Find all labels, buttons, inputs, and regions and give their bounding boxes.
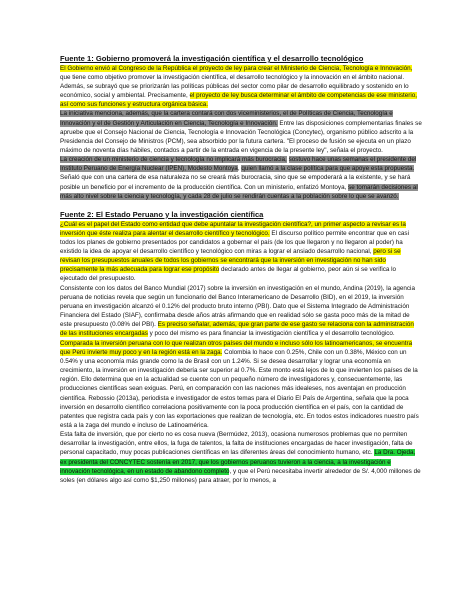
highlighted-text: sostuvo hace unas semanas el presidente del Instituto Peruano de Energía Nuclear (IPEN), Modesto Montoya: [60, 156, 417, 173]
section-2-heading: Fuente 2: El Estado Peruano y la investigación científica: [60, 209, 264, 219]
highlighted-text: se tomarán decisiones al más alto nivel sobre la ciencia y tecnología, y cada 28 de julio se rendirán cuentas a la población sobre lo que se avanzó.: [60, 183, 418, 200]
text-run: Colombia lo hace con 0.25%, Chile con un 0.38%, México con un 0.54% y una economía más grande como la de Brasil con un 1.24%. Si se desea desarrollar y lograr una economía en crecimiento, la inversión en investigación debería ser superior al 0.7%. Este monto está lejos de lo que invierten los países de la región. Ello determina que en la actualidad se cuente con un pequeño número de investigadores y, consecuentemente, las producciones científicas sean exiguas. Perú, en comparación con las naciones más idealeses, nos aventajan en producción científica. Rebossio (2013a), periodista e investigador de estos temas para el Diario El País de Argentina, señala que la poca inversión en desarrollo científico correlaciona positivamente con la poca producción científica en el país, con la cantidad de patentes que registra cada país y con las exportaciones que realizan de tecnología, etc. En todos estos indicadores nuestro país está a la zaga del mundo e incluso de Latinoamérica.: [60, 348, 419, 429]
highlighted-text: Es preciso señalar, además, que gran parte de ese gasto se relaciona con la administración de las instituciones encargadas: [60, 321, 414, 338]
text-run: declarado antes de llegar al gobierno, peor aún si se verifica lo ejecutado del presupuesto.: [60, 266, 397, 283]
text-run: Entre las disposiciones complementarias finales se apruebe que el Consejo Nacional de Ciencia, Tecnología e Innovación Tecnológica (Concytec), organismo público adscrito a la Presidencia del Consejo de Ministros (PCM), sea absorbido por la futura cartera. "El proceso de fusión se ejecuta en un plazo máximo de noventa días hábiles, contados a partir de la entrada en vigencia de la presente ley", señala el proyecto.: [60, 119, 422, 154]
text-run: que tiene como objetivo promover la investigación científica, el desarrollo tecnológico y la innovación en el ámbito nacional. Además, se subrayó que se priorizarán las políticas públicas del sector como pilar de desarrollo equilibrado y sostenido en lo económico, social y ambiental. Precisamente,: [60, 73, 409, 100]
text-run: Esta falta de inversión, que por cierto no es cosa nueva (Bermúdez, 2013), ocasiona numerosos problemas que no permiten desarrollar la investigación, entre ellos, la fuga de talentos, la falta de instituciones encargadas de hacer investigación, falta de personal capacitado, muy pocas publicaciones científicas en las diferentes áreas del conocimiento humano, etc.: [60, 431, 413, 457]
text-run: Señaló que con una cartera de esa naturaleza no se creará más burocracia, sino que se empoderará a la existente, y se hará posible un beneficio por el incremento de la producción científica. Con un ministerio, enfatizó Montoya,: [60, 174, 411, 191]
highlighted-text: La creación de un ministerio de ciencia y tecnología no implicará más burocracia,: [60, 156, 287, 164]
section-2-paragraph-3: [60, 339, 422, 431]
highlighted-text: ¿Cuál es el papel del Estado como entidad que debe apuntalar la investigación científica?, un primer aspecto a revisar es la inversión que éste realiza para alentar el desarrollo científico y tecnológico.: [60, 220, 406, 237]
text-run: Consistente con los datos del Banco Mundial (2017) sobre la inversión en investigación en el mundo, Andina (2019), la agencia peruana de noticias revela que según un funcionario del Banco Interamericano de Desarrollo (BID), en el 2019, la inversión peruana en investigación alcanzó el 0.12% del producto bruto interno (PBI). Dato que el Sistema Integrado de Administración Financiera del Estado (SIAF), confirmaba desde años atrás afirmando que en realidad sólo se gasta poco más de la mitad de este presupuesto (0.08% del PBI).: [60, 284, 415, 329]
highlighted-text: pero si se revisan los presupuestos anuales de todos los gobiernos se encontrará que la inversión en investigación no han sido precisamente la más adecuada para lograr ese propósito: [60, 248, 401, 274]
highlighted-text: El Gobierno envió al Congreso de la República el proyecto de ley para crear el Ministerio de Ciencia, Tecnología e Innovación,: [60, 64, 413, 72]
section-1-heading: Fuente 1: Gobierno promoverá la investigación científica y el desarrollo tecnológico: [60, 54, 364, 63]
text-run: El discurso político permite encontrar que en casi todos los planes de gobierno presentados por candidatos a gobernar el país (de los que llegaron y no llegaron al poder) ha existido la idea de apoyar el desarrollo científico y tecnológico con miras a lograr el ansiado desarrollo nacional,: [60, 229, 409, 255]
text-run: , y que el Perú necesitaba invertir alrededor de S/. 4,000 millones de soles (en dólares algo así como $1,250 millones) para atraer, por lo menos, a: [60, 467, 421, 484]
highlighted-text: el proyecto de ley busca determinar el ámbito de competencias de ese ministerio, así como sus funciones y estructura orgánica básica.: [60, 92, 418, 109]
section-2-paragraph-1: [60, 220, 422, 284]
section-spacer: [60, 201, 422, 210]
highlighted-text: La Dra. Ojeda, ex presidenta del CONCYTEC sostenía en 2017, que los gobiernos peruanos tuvieron a la ciencia, a la investigación e innovación tecnológica, en un estado de abandono completo: [60, 449, 416, 475]
section-1-paragraph-1: [60, 64, 422, 110]
section-1-paragraph-2: [60, 109, 422, 155]
section-1-paragraph-3: [60, 155, 422, 201]
section-2-paragraph-2: [60, 284, 422, 339]
highlighted-text: Comparada la inversión peruana con lo que realizan otros países del mundo e incluso sólo los latinoamericanos, se encuentra que Perú invierte muy poco y en la región está en la zaga.: [60, 339, 413, 356]
highlighted-text: La iniciativa menciona, además, que la cartera contará con dos viceministerios, el de Políticas de Ciencia, Tecnología e Innovación y el de Gestión y Articulación en Ciencia, Tecnología e Innovación.: [60, 110, 393, 127]
highlighted-text: quien llamó a la clase política para que apoye esta propuesta.: [241, 165, 415, 173]
section-2-paragraph-4: [60, 430, 422, 485]
text-run: y poco del mismo es para financiar la investigación científica y el desarrollo tecnológico.: [147, 330, 395, 338]
text-run: ,: [237, 165, 242, 173]
